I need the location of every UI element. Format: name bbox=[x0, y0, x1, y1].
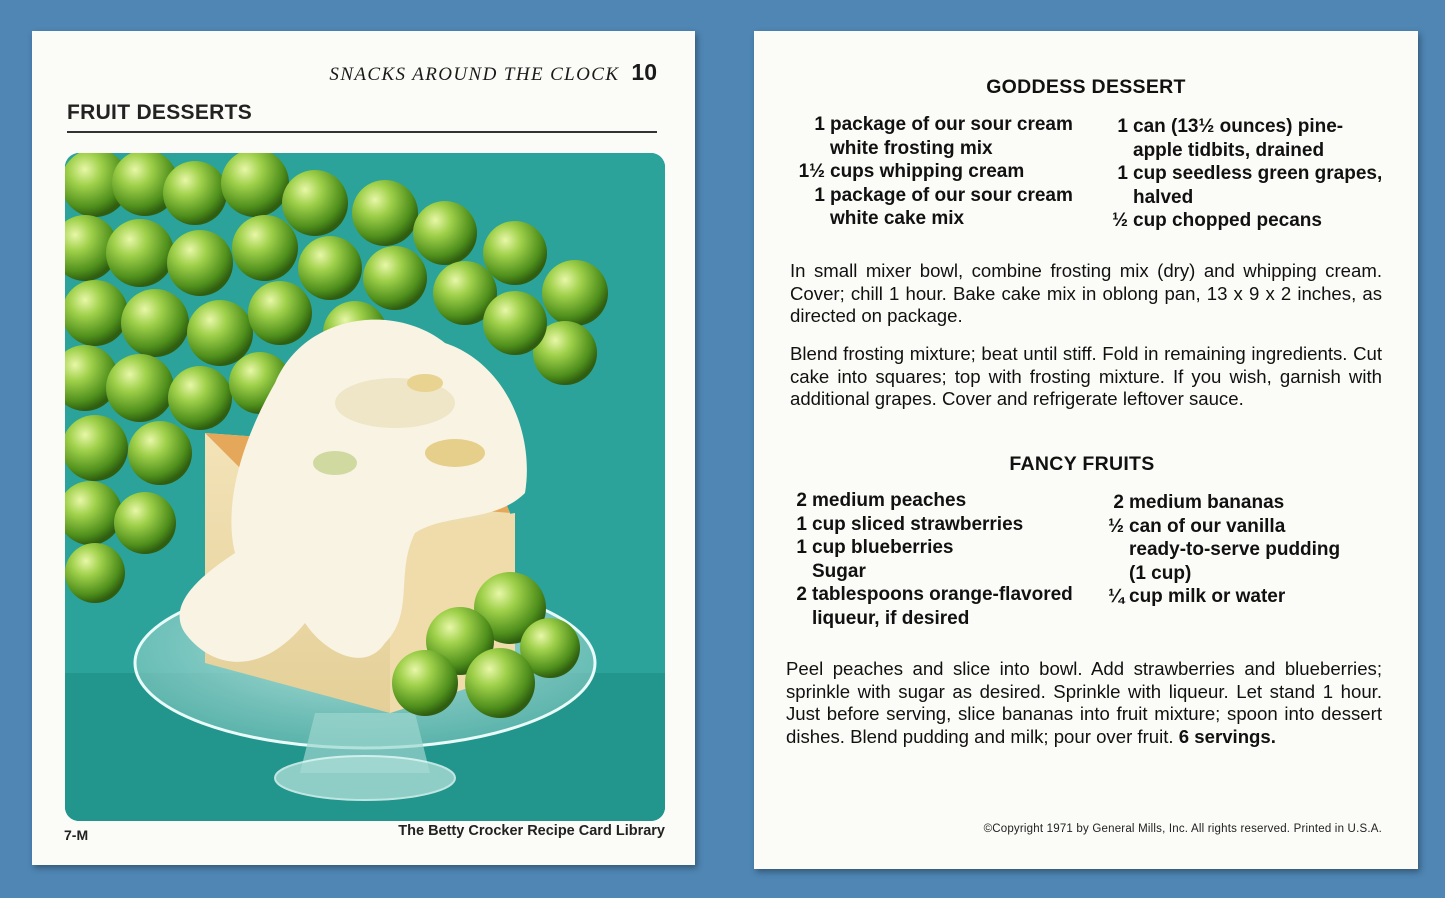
directions-paragraph: Blend frosting mixture; beat until stiff. Fold in remaining ingredients. Cut cake into squares; top with frosting mixture. If you wish, garnish with additional grapes. Cover and refrigerate leftover sauce. bbox=[790, 343, 1382, 409]
ingredient-item bbox=[784, 113, 1073, 137]
ingredient-item bbox=[1095, 139, 1382, 163]
ingredient-item bbox=[790, 489, 1073, 513]
ingredient-text: cup seedless green grapes, bbox=[1133, 163, 1383, 184]
series-title: SNACKS AROUND THE CLOCK bbox=[329, 64, 620, 85]
ingredient-amount bbox=[790, 560, 812, 584]
recipe-card-front bbox=[32, 31, 695, 865]
recipe-title-fancy-fruits: FANCY FRUITS bbox=[1009, 453, 1155, 475]
ingredient-text: cup milk or water bbox=[1129, 586, 1286, 607]
ingredient-amount bbox=[1097, 562, 1129, 586]
ingredient-item bbox=[1097, 491, 1340, 515]
ingredient-text: can (13½ ounces) pine- bbox=[1133, 116, 1344, 137]
ingredient-item bbox=[790, 513, 1073, 537]
section-title: FRUIT DESSERTS bbox=[67, 101, 253, 124]
ingredient-item bbox=[1095, 186, 1382, 210]
ingredient-text: can of our vanilla bbox=[1129, 515, 1286, 537]
library-credit: The Betty Crocker Recipe Card Library bbox=[398, 823, 665, 839]
ingredient-text: (1 cup) bbox=[1129, 562, 1192, 584]
ingredient-amount bbox=[790, 607, 812, 631]
ingredient-item bbox=[790, 607, 1073, 631]
ingredient-amount: 1½ bbox=[798, 161, 825, 182]
ingredient-amount: 1 bbox=[814, 114, 825, 135]
ingredient-text: package of our sour cream bbox=[830, 114, 1073, 135]
ingredient-item bbox=[1095, 209, 1382, 233]
recipe-title-goddess-dessert: GODDESS DESSERT bbox=[986, 76, 1186, 98]
ingredient-amount: ¼ bbox=[1108, 586, 1124, 607]
ingredient-amount: 2 bbox=[796, 490, 807, 511]
recipe-card-back bbox=[754, 31, 1418, 869]
ingredient-item bbox=[784, 160, 1073, 184]
ingredient-item bbox=[1097, 562, 1340, 586]
dessert-photo bbox=[65, 153, 665, 821]
ingredient-text: medium peaches bbox=[812, 490, 967, 511]
ingredient-text: Sugar bbox=[812, 560, 866, 582]
ingredient-amount: 2 bbox=[1113, 492, 1124, 513]
ingredient-text: cup sliced strawberries bbox=[812, 513, 1024, 535]
ingredient-text: halved bbox=[1133, 186, 1194, 208]
dessert-photo-illustration bbox=[65, 153, 665, 821]
ingredient-text: package of our sour cream bbox=[830, 184, 1073, 206]
ingredient-text: liqueur, if desired bbox=[812, 607, 970, 629]
ingredient-list-right bbox=[1095, 115, 1382, 233]
ingredient-item bbox=[790, 560, 1073, 584]
ingredient-text: cup chopped pecans bbox=[1133, 210, 1322, 231]
ingredient-text: white frosting mix bbox=[830, 137, 993, 159]
ingredient-amount bbox=[784, 207, 830, 231]
ingredient-amount: 1 bbox=[1117, 163, 1128, 184]
ingredient-item bbox=[784, 184, 1073, 208]
copyright-notice: ©Copyright 1971 by General Mills, Inc. All rights reserved. Printed in U.S.A. bbox=[983, 823, 1382, 835]
ingredient-text: medium bananas bbox=[1129, 492, 1285, 513]
header-divider bbox=[67, 131, 657, 133]
ingredient-amount bbox=[1095, 186, 1133, 210]
ingredient-text: white cake mix bbox=[830, 208, 965, 229]
ingredient-text: cup blueberries bbox=[812, 537, 954, 558]
ingredient-amount: 1 bbox=[814, 184, 825, 206]
ingredient-item bbox=[790, 583, 1073, 607]
ingredient-amount: 1 bbox=[796, 537, 807, 558]
card-code: 7-M bbox=[64, 827, 89, 843]
ingredient-item bbox=[1097, 538, 1340, 562]
ingredient-amount: ½ bbox=[1108, 515, 1124, 537]
ingredient-amount: 1 bbox=[1117, 116, 1128, 137]
ingredient-item bbox=[1097, 585, 1340, 609]
ingredient-amount bbox=[1097, 538, 1129, 562]
ingredient-text: cups whipping cream bbox=[830, 161, 1025, 182]
servings-note: 6 servings. bbox=[1178, 725, 1276, 747]
directions-paragraph: In small mixer bowl, combine frosting mix (dry) and whipping cream. Cover; chill 1 hour. Bake cake mix in oblong pan, 13 x 9 x 2 inches, as directed on package. bbox=[790, 260, 1382, 326]
ingredient-item bbox=[1095, 162, 1382, 186]
ingredient-item bbox=[784, 207, 1073, 231]
ingredient-text: apple tidbits, drained bbox=[1133, 139, 1325, 161]
ingredient-list-left bbox=[784, 113, 1073, 231]
series-number: 10 bbox=[631, 59, 657, 85]
ingredient-amount: 1 bbox=[796, 513, 807, 535]
directions-text: Peel peaches and slice into bowl. Add strawberries and blueberries; sprinkle with sugar as desired. Sprinkle with liqueur. Let stand 1 hour. Just before serving, slice bananas into fruit mixture; spoon into dessert dishes. Blend pudding and milk; pour over fruit. bbox=[786, 658, 1382, 747]
ingredient-amount bbox=[1095, 139, 1133, 163]
ingredient-list-left bbox=[790, 489, 1073, 630]
ingredient-item bbox=[784, 137, 1073, 161]
ingredient-item bbox=[1095, 115, 1382, 139]
ingredient-text: ready-to-serve pudding bbox=[1129, 539, 1341, 560]
ingredient-item bbox=[1097, 515, 1340, 539]
ingredient-item bbox=[790, 536, 1073, 560]
ingredient-amount bbox=[784, 137, 830, 161]
ingredient-list-right bbox=[1097, 491, 1340, 609]
series-header bbox=[329, 59, 657, 86]
ingredient-amount: ½ bbox=[1112, 210, 1128, 231]
ingredient-amount: 2 bbox=[796, 584, 807, 605]
ingredient-text: tablespoons orange-flavored bbox=[812, 584, 1073, 605]
directions-paragraph bbox=[786, 658, 1382, 748]
